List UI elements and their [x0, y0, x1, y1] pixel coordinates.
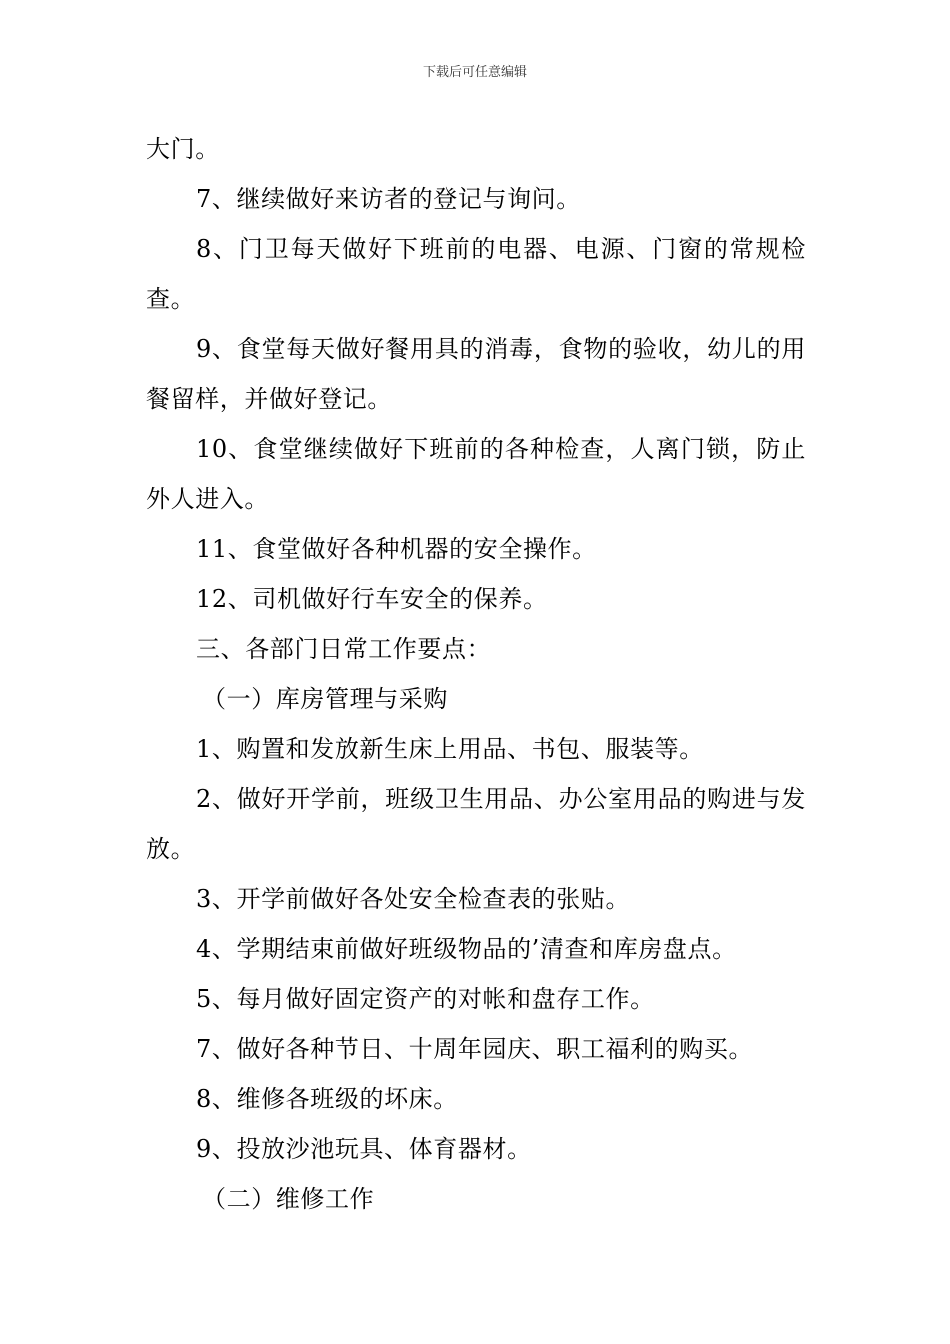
section-heading: 三、各部门日常工作要点： — [196, 635, 492, 663]
paragraph: 大门。 — [146, 135, 220, 163]
subsection-heading: （一）库房管理与采购 — [202, 685, 448, 713]
paragraph: 4、学期结束前做好班级物品的’清查和库房盘点。 — [196, 935, 737, 963]
paragraph: 3、开学前做好各处安全检查表的张贴。 — [196, 885, 631, 913]
paragraph: 12、司机做好行车安全的保养。 — [196, 585, 548, 613]
paragraph: 9、投放沙池玩具、体育器材。 — [196, 1135, 532, 1163]
paragraph: 9、食堂每天做好餐用具的消毒，食物的验收，幼儿的用餐留样，并做好登记。 — [146, 335, 806, 413]
paragraph: 7、继续做好来访者的登记与询问。 — [196, 185, 581, 213]
paragraph: 8、门卫每天做好下班前的电器、电源、门窗的常规检查。 — [146, 235, 806, 313]
subsection-heading: （二）维修工作 — [202, 1185, 375, 1213]
page-header: 下载后可任意编辑 — [422, 65, 527, 80]
paragraph: 2、做好开学前，班级卫生用品、办公室用品的购进与发放。 — [146, 785, 806, 863]
paragraph: 10、食堂继续做好下班前的各种检查，人离门锁，防止外人进入。 — [146, 435, 806, 513]
paragraph: 5、每月做好固定资产的对帐和盘存工作。 — [196, 985, 655, 1013]
paragraph: 1、购置和发放新生床上用品、书包、服装等。 — [196, 735, 704, 763]
paragraph: 11、食堂做好各种机器的安全操作。 — [196, 535, 597, 563]
paragraph: 7、做好各种节日、十周年园庆、职工福利的购买。 — [196, 1035, 754, 1063]
paragraph: 8、维修各班级的坏床。 — [196, 1085, 458, 1113]
document-body — [146, 124, 806, 1224]
